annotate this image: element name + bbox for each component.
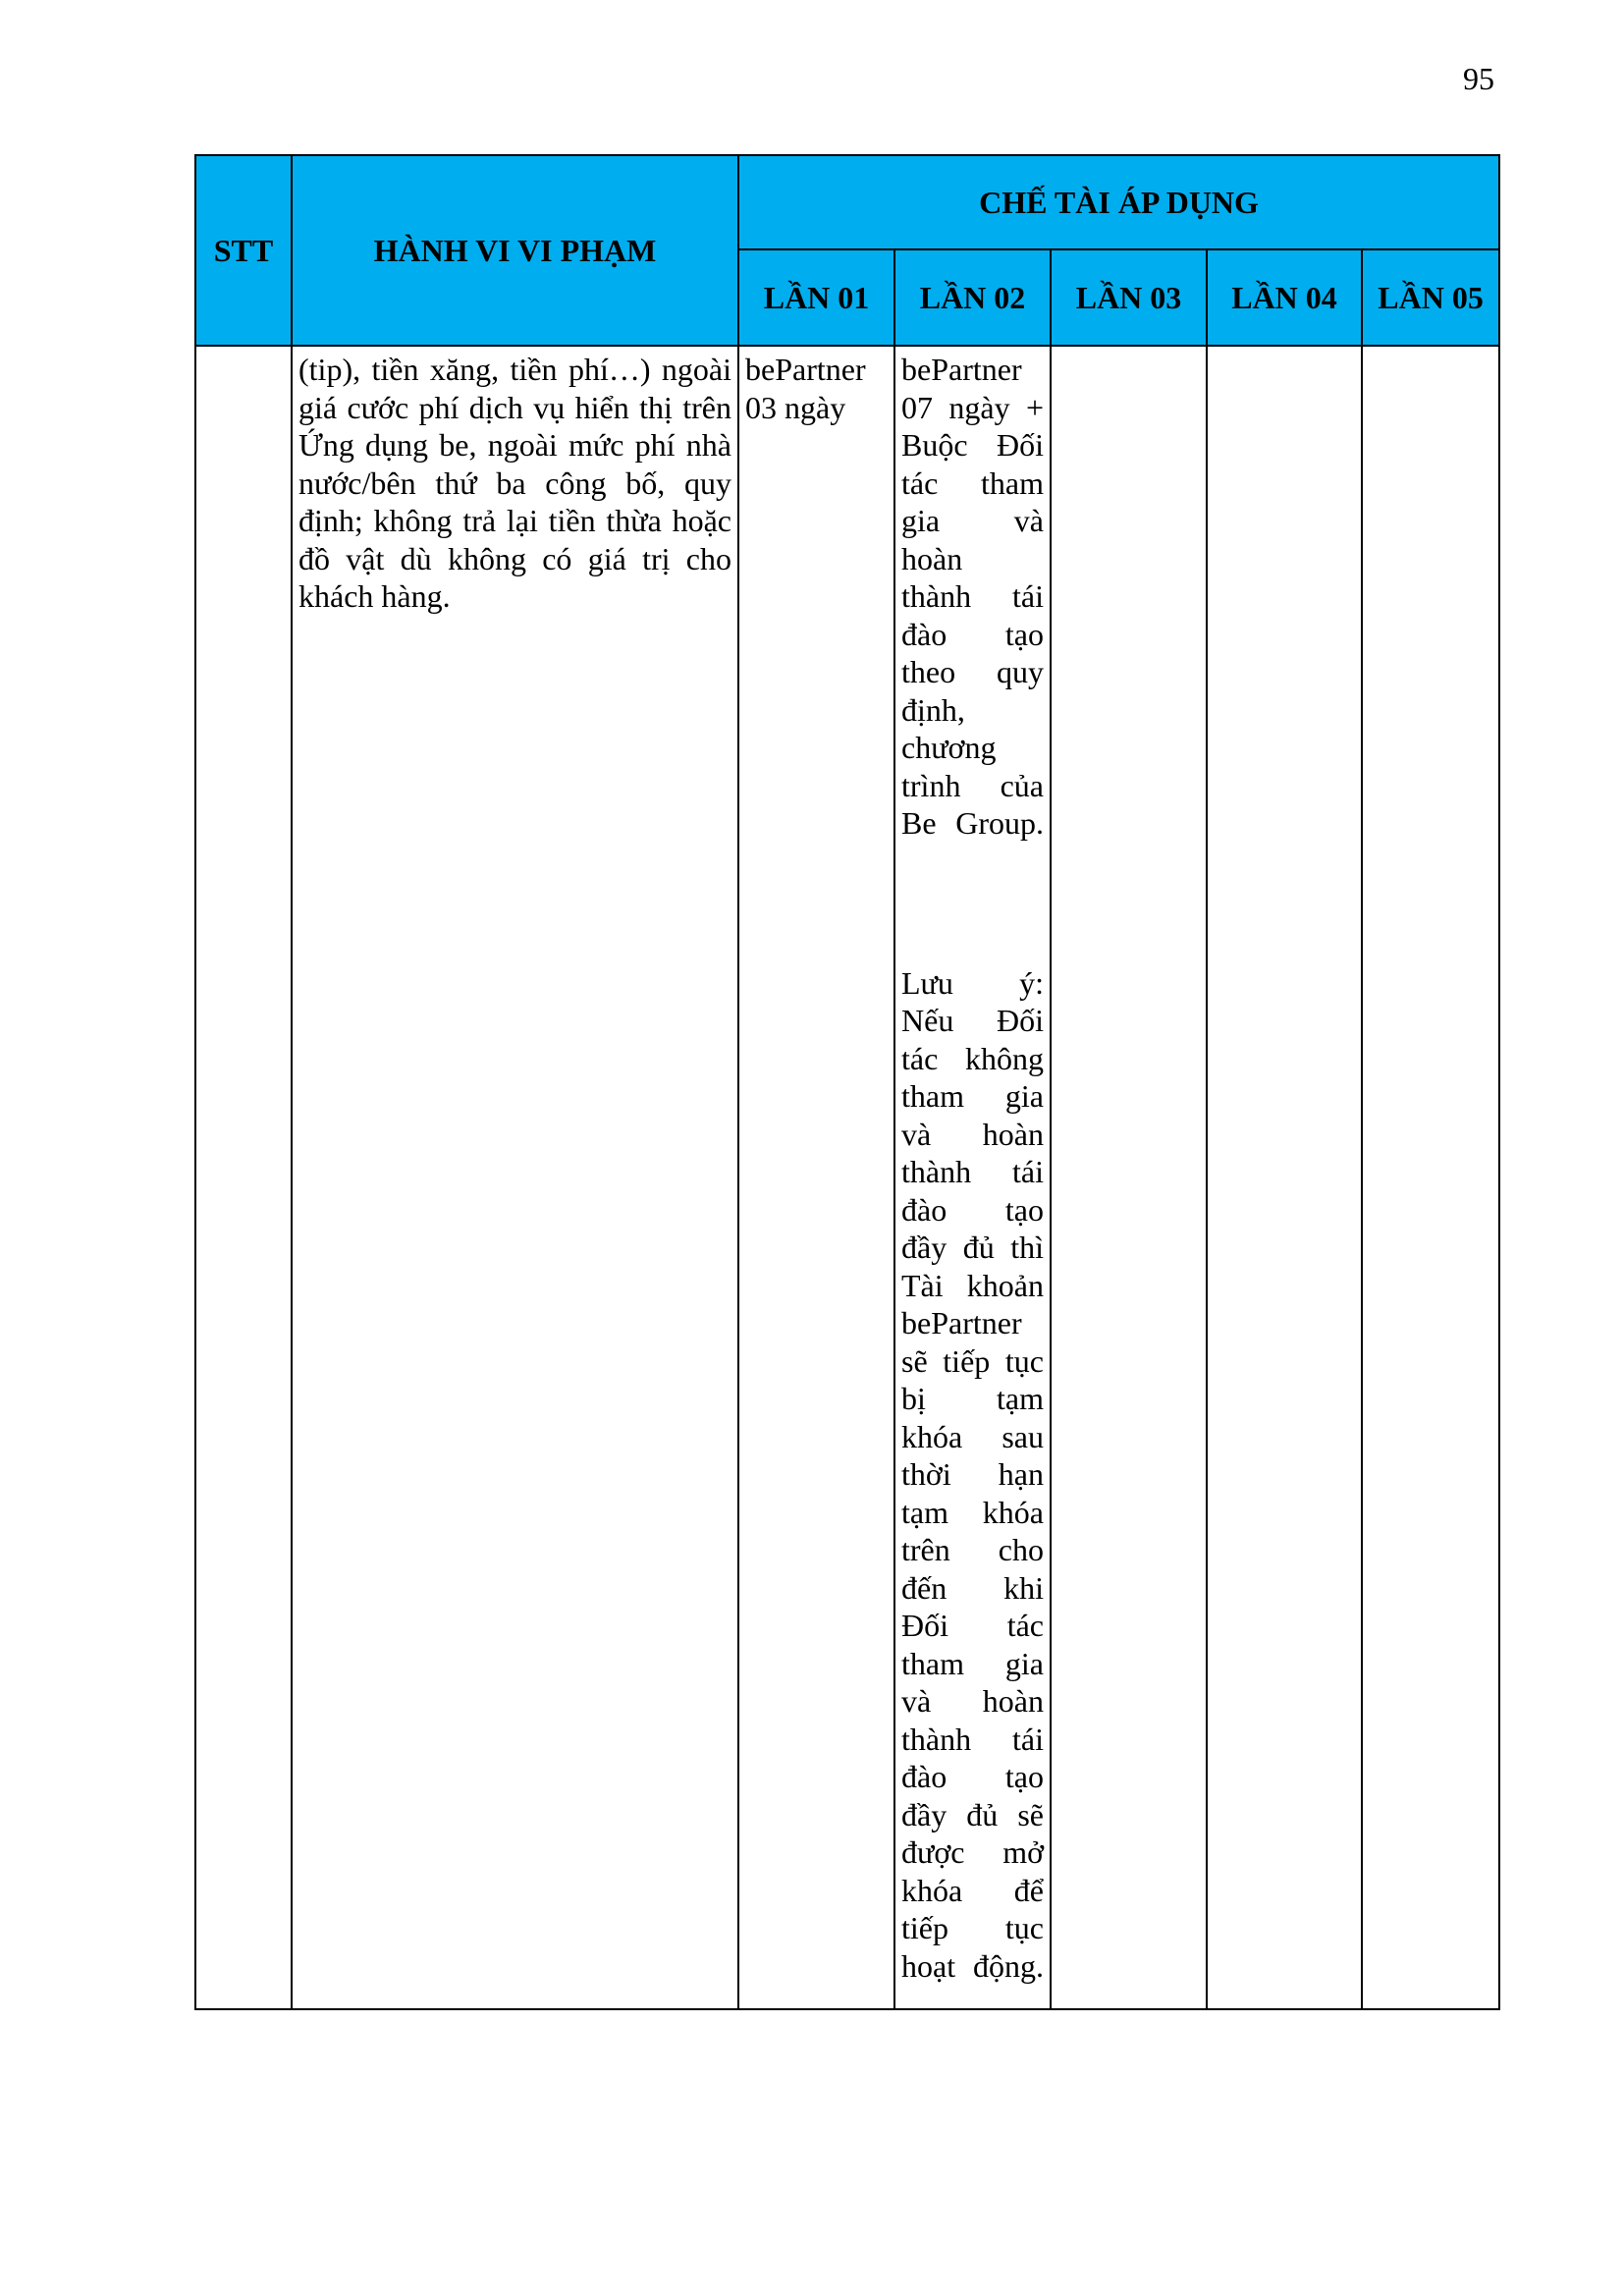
lan02-spacer [901, 843, 1044, 964]
cell-lan-04 [1207, 346, 1362, 2009]
cell-lan-05 [1362, 346, 1499, 2009]
text-line: thành tái [901, 578, 1044, 614]
text-line: 03 ngày [745, 389, 846, 425]
text-line: Đối tác [901, 1608, 1044, 1643]
text-line: và hoàn [901, 1116, 1044, 1152]
cell-lan-03 [1051, 346, 1207, 2009]
page-number: 95 [1463, 61, 1494, 96]
text-line: thành tái [901, 1721, 1044, 1757]
text-line: thời hạn [901, 1456, 1044, 1492]
text-line: đến khi [901, 1569, 1044, 1606]
header-lan-05: LẦN 05 [1362, 249, 1499, 346]
text-line: tác tham [901, 465, 1044, 501]
text-line: hoàn [901, 540, 963, 576]
cell-lan-02 [894, 346, 1051, 2009]
lan02-sanction-text [901, 351, 1044, 843]
text-line: chương [901, 730, 997, 765]
cell-stt [195, 346, 292, 2009]
text-line: trên cho [901, 1532, 1044, 1567]
text-line: tham gia [901, 1645, 1044, 1681]
text-line: đầy đủ thì [901, 1230, 1044, 1265]
lan02-note-text [901, 964, 1044, 1986]
text-line: định, [901, 691, 965, 728]
text-line: Lưu ý: [901, 964, 1044, 1001]
text-line: Ứng dụng be, ngoài mức phí nhà [298, 427, 731, 463]
text-line: hoạt động. [901, 1947, 1044, 1984]
text-line: bePartner [901, 1305, 1022, 1340]
header-violation-behavior: HÀNH VI VI PHẠM [292, 155, 738, 346]
text-line: tạm khóa [901, 1494, 1044, 1530]
text-line: thành tái [901, 1154, 1044, 1189]
text-line: đầy đủ sẽ [901, 1796, 1044, 1832]
text-line: đào tạo [901, 1759, 1044, 1794]
text-line: Tài khoản [901, 1267, 1044, 1303]
text-line: khóa để [901, 1872, 1044, 1908]
text-line: đào tạo [901, 1191, 1044, 1228]
text-line: (tip), tiền xăng, tiền phí…) ngoài [298, 352, 731, 387]
text-line: khách hàng. [298, 578, 451, 614]
cell-violation-behavior [292, 346, 738, 2009]
text-line: 07 ngày + [901, 389, 1044, 425]
header-applied-sanctions: CHẾ TÀI ÁP DỤNG [738, 155, 1499, 249]
text-line: khóa sau [901, 1418, 1044, 1454]
behavior-text [298, 351, 731, 2008]
header-lan-01: LẦN 01 [738, 249, 894, 346]
header-lan-03: LẦN 03 [1051, 249, 1207, 346]
lan01-text [745, 351, 888, 426]
violation-sanctions-table [194, 154, 1500, 2010]
cell-lan-01 [738, 346, 894, 2009]
text-line: bePartner [901, 352, 1022, 387]
text-line: Nếu Đối [901, 1003, 1044, 1038]
header-lan-02: LẦN 02 [894, 249, 1051, 346]
text-line: nước/bên thứ ba công bố, quy [298, 465, 731, 501]
text-line: tiếp tục [901, 1910, 1044, 1945]
text-line: Buộc Đối [901, 427, 1044, 463]
text-line: tác không [901, 1040, 1044, 1076]
text-line: Be Group. [901, 805, 1044, 841]
text-line: bị tạm [901, 1381, 1044, 1416]
table-row [195, 346, 1499, 2009]
text-line: theo quy [901, 654, 1044, 689]
text-line: định; không trả lại tiền thừa hoặc [298, 503, 731, 538]
text-line: tham gia [901, 1078, 1044, 1114]
text-line: bePartner [745, 352, 866, 387]
text-line: gia và [901, 503, 1044, 538]
text-line: đào tạo [901, 616, 1044, 652]
header-stt: STT [195, 155, 292, 346]
header-lan-04: LẦN 04 [1207, 249, 1362, 346]
text-line: trình của [901, 767, 1044, 803]
text-line: giá cước phí dịch vụ hiển thị trên [298, 389, 731, 425]
text-line: sẽ tiếp tục [901, 1342, 1044, 1379]
text-line: được mở [901, 1834, 1044, 1870]
text-line: đồ vật dù không có giá trị cho [298, 540, 731, 576]
text-line: và hoàn [901, 1683, 1044, 1719]
